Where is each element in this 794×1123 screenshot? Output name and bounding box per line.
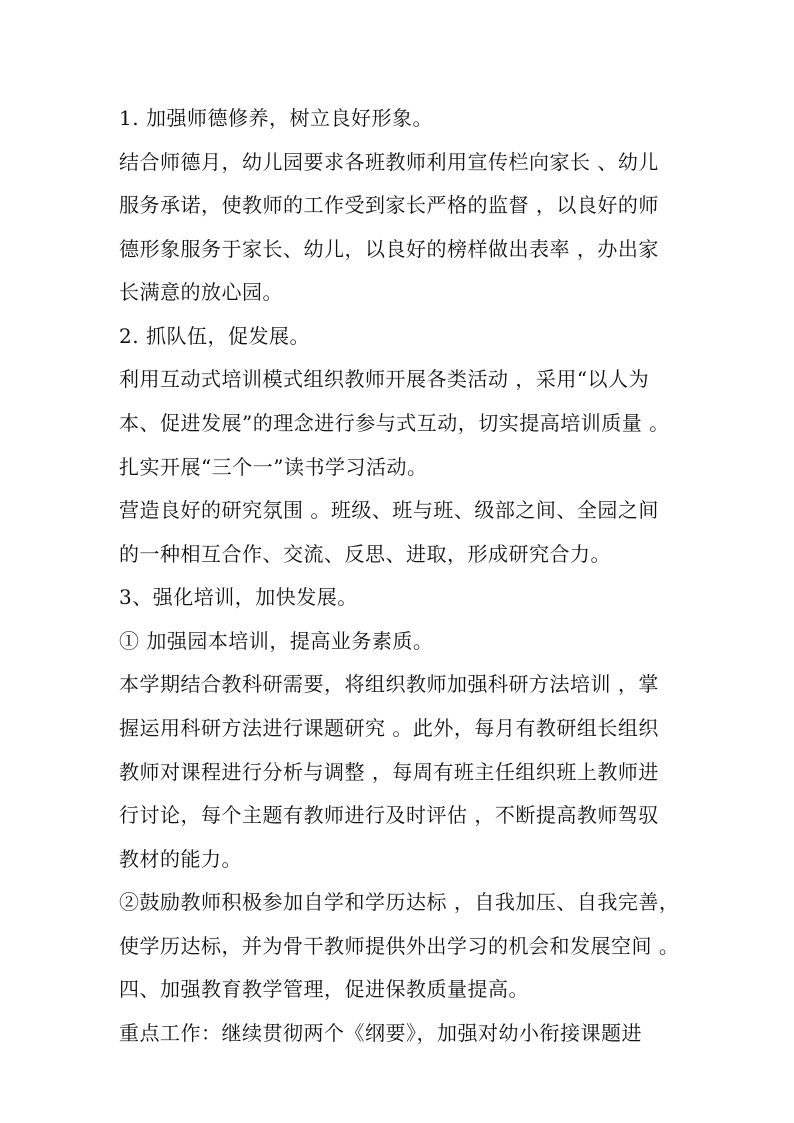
paragraph-line: 长满意的放心园。	[119, 280, 283, 304]
paragraph-line: 使学历达标，并为骨干教师提供外出学习的机会和发展空间 。	[119, 934, 680, 958]
paragraph-line: 扎实开展“三个一”读书学习活动。	[119, 455, 428, 479]
paragraph-line: 服务承诺，使教师的工作受到家长严格的监督 ，以良好的师	[119, 193, 659, 217]
paragraph-line: 结合师德月，幼儿园要求各班教师利用宣传栏向家长 、幼儿	[119, 150, 659, 174]
heading-3-training: 3、强化培训，加快发展。	[119, 585, 358, 609]
paragraph-line: 握运用科研方法进行课题研究 。此外，每月有教研组长组织	[119, 716, 659, 740]
heading-2-team-building: 2. 抓队伍，促发展。	[119, 324, 310, 348]
paragraph-line: 教师对课程进行分析与调整 ，每周有班主任组织班上教师进	[119, 760, 659, 784]
paragraph-line: 的一种相互合作、交流、反思、进取，形成研究合力。	[119, 542, 611, 566]
paragraph-line: 营造良好的研究氛围 。班级、班与班、级部之间、全园之间	[119, 498, 659, 522]
heading-4-teaching-management: 四、加强教育教学管理，促进保教质量提高。	[119, 977, 529, 1001]
heading-1-teacher-ethics: 1. 加强师德修养，树立良好形象。	[119, 106, 433, 130]
paragraph-line: 行讨论，每个主题有教师进行及时评估 ，不断提高教师驾驭	[119, 803, 659, 827]
paragraph-line: 本、促进发展”的理念进行参与式互动，切实提高培训质量 。	[119, 411, 670, 435]
paragraph-line: 本学期结合教科研需要，将组织教师加强科研方法培训 ，掌	[119, 672, 659, 696]
paragraph-line: 德形象服务于家长、幼儿，以良好的榜样做出表率 ，办出家	[119, 237, 659, 261]
paragraph-line: 重点工作：继续贯彻两个《纲要》，加强对幼小衔接课题进	[119, 1021, 642, 1045]
subheading-1-school-training: ① 加强园本培训，提高业务素质。	[119, 629, 434, 653]
paragraph-line: 利用互动式培训模式组织教师开展各类活动 ，采用“以人为	[119, 367, 650, 391]
paragraph-line: 教材的能力。	[119, 847, 242, 871]
subheading-2-self-study: ②鼓励教师积极参加自学和学历达标 ，自我加压、自我完善，	[119, 890, 680, 914]
